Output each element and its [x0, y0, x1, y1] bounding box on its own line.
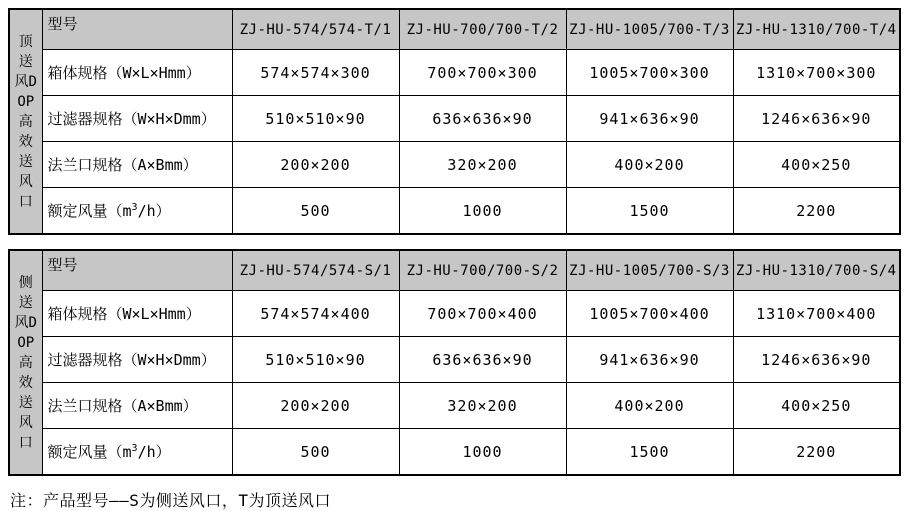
spec-table-top-supply — [8, 8, 901, 235]
model-header: ZJ-HU-700/700-T/2 — [399, 9, 566, 50]
model-header: ZJ-HU-1310/700-S/4 — [733, 250, 900, 291]
model-header-label: 型号 — [42, 250, 232, 291]
table-row — [9, 188, 900, 235]
footnote: 注：产品型号——S为侧送风口，T为顶送风口 — [10, 491, 332, 510]
table-row — [9, 50, 900, 96]
row-label-text: /h） — [137, 443, 171, 461]
table-row — [9, 383, 900, 429]
spec-value: 636×636×90 — [399, 337, 566, 383]
superscript-3: 3 — [131, 202, 138, 213]
table-row — [9, 337, 900, 383]
table-row — [9, 96, 900, 142]
spec-value: 400×250 — [733, 383, 900, 429]
spec-value: 1310×700×400 — [733, 291, 900, 337]
spec-value: 2200 — [733, 429, 900, 476]
superscript-3: 3 — [131, 443, 138, 454]
spec-value: 1500 — [566, 188, 733, 235]
row-label-flange-size: 法兰口规格（A×Bmm） — [42, 142, 232, 188]
spec-value: 1005×700×400 — [566, 291, 733, 337]
spec-value: 500 — [232, 429, 399, 476]
spec-value: 574×574×300 — [232, 50, 399, 96]
spec-value: 1005×700×300 — [566, 50, 733, 96]
spec-value: 636×636×90 — [399, 96, 566, 142]
table-row — [9, 291, 900, 337]
spec-value: 510×510×90 — [232, 337, 399, 383]
row-label-text: 额定风量（m — [47, 202, 132, 220]
spec-table-side-supply — [8, 249, 901, 476]
row-label-box-size: 箱体规格（W×L×Hmm） — [42, 50, 232, 96]
spec-value: 941×636×90 — [566, 96, 733, 142]
row-label-filter-size: 过滤器规格（W×H×Dmm） — [42, 337, 232, 383]
spec-value: 400×200 — [566, 142, 733, 188]
row-label-flange-size: 法兰口规格（A×Bmm） — [42, 383, 232, 429]
model-header: ZJ-HU-1005/700-S/3 — [566, 250, 733, 291]
table-row — [9, 429, 900, 476]
table-row — [9, 9, 900, 50]
spec-value: 2200 — [733, 188, 900, 235]
table-row — [9, 142, 900, 188]
table-row — [9, 250, 900, 291]
spec-value: 1246×636×90 — [733, 96, 900, 142]
spec-value: 320×200 — [399, 142, 566, 188]
spec-value: 1310×700×300 — [733, 50, 900, 96]
spec-value: 1000 — [399, 188, 566, 235]
side-label-top-supply: 顶送风DOP高效送风口 — [9, 9, 42, 234]
spec-value: 400×200 — [566, 383, 733, 429]
spec-value: 320×200 — [399, 383, 566, 429]
model-header: ZJ-HU-574/574-T/1 — [232, 9, 399, 50]
model-header-label: 型号 — [42, 9, 232, 50]
spec-value: 200×200 — [232, 142, 399, 188]
model-header: ZJ-HU-700/700-S/2 — [399, 250, 566, 291]
side-label-side-supply: 侧送风DOP高效送风口 — [9, 250, 42, 475]
spec-value: 400×250 — [733, 142, 900, 188]
spec-value: 510×510×90 — [232, 96, 399, 142]
spec-value: 500 — [232, 188, 399, 235]
spec-value: 941×636×90 — [566, 337, 733, 383]
model-header: ZJ-HU-1005/700-T/3 — [566, 9, 733, 50]
row-label-text: /h） — [137, 202, 171, 220]
row-label-text: 额定风量（m — [47, 443, 132, 461]
row-label-rated-airflow — [42, 188, 232, 235]
spec-value: 700×700×300 — [399, 50, 566, 96]
spec-value: 700×700×400 — [399, 291, 566, 337]
spec-value: 1500 — [566, 429, 733, 476]
model-header: ZJ-HU-1310/700-T/4 — [733, 9, 900, 50]
model-header: ZJ-HU-574/574-S/1 — [232, 250, 399, 291]
spec-value: 1000 — [399, 429, 566, 476]
spec-value: 574×574×400 — [232, 291, 399, 337]
row-label-box-size: 箱体规格（W×L×Hmm） — [42, 291, 232, 337]
row-label-filter-size: 过滤器规格（W×H×Dmm） — [42, 96, 232, 142]
spec-value: 1246×636×90 — [733, 337, 900, 383]
row-label-rated-airflow — [42, 429, 232, 476]
spec-value: 200×200 — [232, 383, 399, 429]
